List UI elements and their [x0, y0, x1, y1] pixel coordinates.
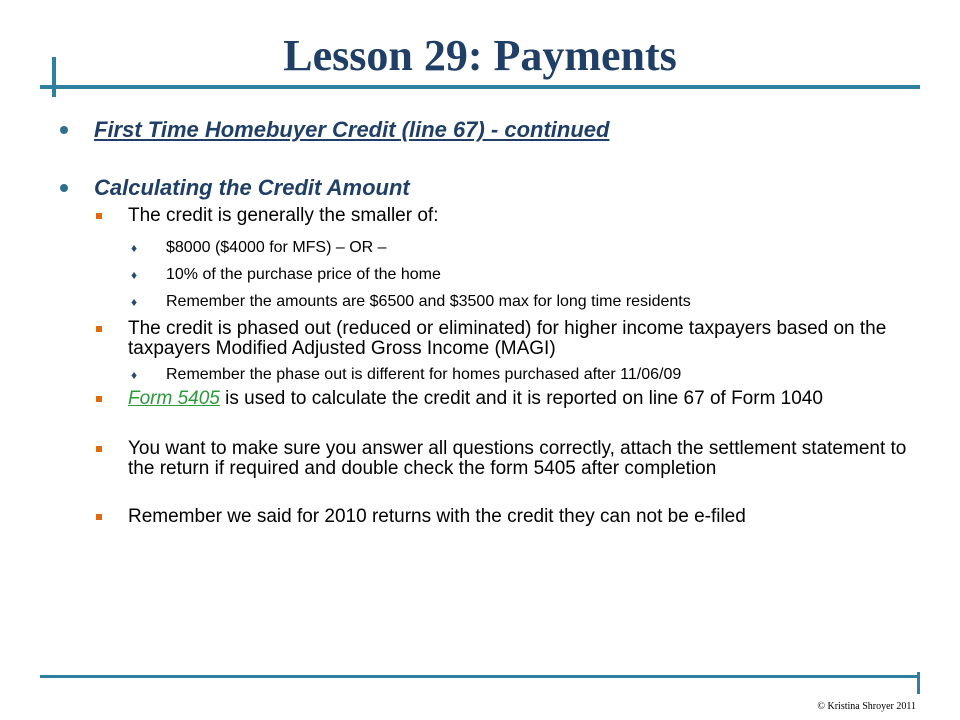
form-5405-link[interactable]: Form 5405 [128, 388, 220, 409]
square-bullet-icon [96, 213, 102, 219]
sub-list-item [56, 265, 916, 285]
heading-homebuyer-credit-link[interactable]: First Time Homebuyer Credit (line 67) - continued [94, 117, 610, 142]
bottom-divider [40, 675, 920, 678]
diamond-bullet-icon: ♦ [131, 241, 138, 255]
copyright-notice: © Kristina Shroyer 2011 [817, 701, 916, 712]
square-bullet-icon [96, 514, 102, 520]
list-item-text: The credit is phased out (reduced or eliminated) for higher income taxpayers based on the taxpayers Modified Adjusted Gross Income (MAGI) [128, 318, 887, 359]
list-item [56, 206, 916, 226]
slide-title: Lesson 29: Payments [283, 31, 677, 80]
list-item-text: Remember we said for 2010 returns with the credit they can not be e-filed [128, 506, 746, 527]
top-divider [40, 85, 920, 89]
square-bullet-icon [96, 446, 102, 452]
bullet-item-homebuyer-credit [56, 116, 916, 144]
sub-list-item [56, 365, 916, 385]
sub-list-item [56, 238, 916, 258]
round-bullet-icon [60, 126, 68, 134]
sub-list-item [56, 292, 916, 312]
slide-content [56, 112, 916, 527]
square-bullet-icon [96, 396, 102, 402]
list-item-text: You want to make sure you answer all questions correctly, attach the settlement statement to the return if required and double check the form 5405 after completion [128, 438, 907, 479]
list-item-text: is used to calculate the credit and it is reported on line 67 of Form 1040 [219, 388, 823, 409]
list-item [56, 389, 916, 409]
diamond-bullet-icon: ♦ [131, 368, 138, 382]
sub-list-item-text: Remember the phase out is different for homes purchased after 11/06/09 [166, 366, 682, 383]
list-item [56, 507, 916, 527]
heading-calculating: Calculating the Credit Amount [94, 175, 410, 200]
diamond-bullet-icon: ♦ [131, 268, 138, 282]
round-bullet-icon [60, 184, 68, 192]
diamond-bullet-icon: ♦ [131, 295, 138, 309]
list-item [56, 439, 916, 479]
bullet-item-calculating [56, 174, 916, 202]
sub-list-item-text: Remember the amounts are $6500 and $3500 max for long time residents [166, 293, 691, 310]
list-item [56, 319, 916, 359]
list-item-text: The credit is generally the smaller of: [128, 205, 439, 226]
square-bullet-icon [96, 326, 102, 332]
sub-list-item-text: 10% of the purchase price of the home [166, 266, 441, 283]
bottom-accent-bar [917, 672, 920, 694]
sub-list-item-text: $8000 ($4000 for MFS) – OR – [166, 239, 387, 256]
